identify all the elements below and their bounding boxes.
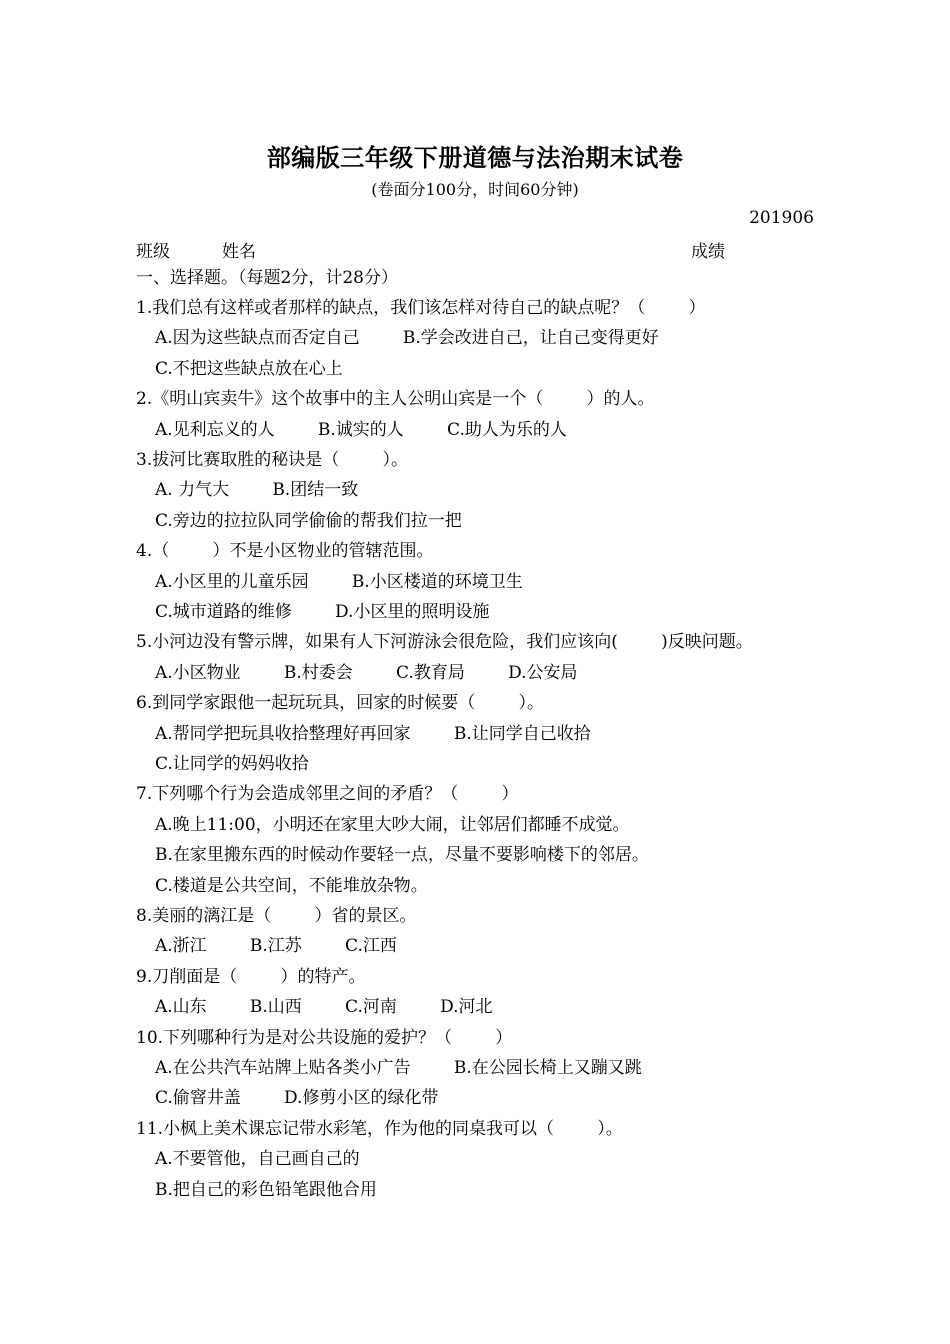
answer-option-line: C.城市道路的维修 D.小区里的照明设施 <box>155 602 490 622</box>
question-line: 3.拔河比赛取胜的秘诀是（ ）。 <box>136 450 408 470</box>
exam-title: 部编版三年级下册道德与法治期末试卷 <box>266 144 684 172</box>
question-line: 9.刀削面是（ ）的特产。 <box>136 966 366 987</box>
section-heading: 一、选择题。（每题2分，计28分） <box>136 268 398 288</box>
answer-option-line: A.浙江 B.江苏 C.江西 <box>155 936 397 957</box>
question-line: 8.美丽的漓江是（ ）省的景区。 <box>136 906 417 926</box>
question-line: 6.到同学家跟他一起玩玩具，回家的时候要（ ）。 <box>136 693 544 714</box>
answer-option-line: A.小区物业 B.村委会 C.教育局 D.公安局 <box>155 662 578 683</box>
answer-option-line: A.见利忘义的人 B.诚实的人 C.助人为乐的人 <box>155 419 567 440</box>
answer-option-line: B.把自己的彩色铅笔跟他合用 <box>155 1179 377 1200</box>
answer-option-line: C.偷窨井盖 D.修剪小区的绿化带 <box>155 1088 439 1109</box>
question-line: 1.我们总有这样或者那样的缺点，我们该怎样对待自己的缺点呢？（ ） <box>136 298 706 318</box>
answer-option-line: A.晚上11:00，小明还在家里大吵大闹，让邻居们都睡不成觉。 <box>155 814 630 835</box>
name-label: 姓名 <box>222 242 256 262</box>
question-line: 7.下列哪个行为会造成邻里之间的矛盾？（ ） <box>136 784 519 805</box>
answer-option-line: A. 力气大 B.团结一致 <box>155 480 359 501</box>
answer-option-line: C.楼道是公共空间，不能堆放杂物。 <box>155 875 428 896</box>
answer-option-line: C.旁边的拉拉队同学偷偷的帮我们拉一把 <box>155 510 462 531</box>
question-line: 10.下列哪种行为是对公共设施的爱护？（ ） <box>136 1027 513 1048</box>
question-line: 11.小枫上美术课忘记带水彩笔，作为他的同桌我可以（ ）。 <box>136 1118 623 1139</box>
question-line: 4.（ ）不是小区物业的管辖范围。 <box>136 541 434 562</box>
answer-option-line: A.不要管他，自己画自己的 <box>155 1149 360 1170</box>
answer-option-line: A.因为这些缺点而否定自己 B.学会改进自己，让自己变得更好 <box>155 328 659 349</box>
answer-option-line: C.不把这些缺点放在心上 <box>155 358 343 379</box>
class-label: 班级 <box>136 242 170 262</box>
score-label: 成绩 <box>691 242 725 262</box>
question-line: 5.小河边没有警示牌，如果有人下河游泳会很危险，我们应该向( )反映问题。 <box>136 632 753 653</box>
answer-option-line: B.在家里搬东西的时候动作要轻一点，尽量不要影响楼下的邻居。 <box>155 845 649 866</box>
exam-subtitle: (卷面分100分，时间60分钟) <box>371 180 579 199</box>
answer-option-line: A.山东 B.山西 C.河南 D.河北 <box>155 997 493 1018</box>
answer-option-line: A.在公共汽车站牌上贴各类小广告 B.在公园长椅上又蹦又跳 <box>155 1058 642 1078</box>
answer-option-line: A.帮同学把玩具收拾整理好再回家 B.让同学自己收拾 <box>155 723 591 744</box>
exam-date: 201906 <box>749 208 814 228</box>
answer-option-line: A.小区里的儿童乐园 B.小区楼道的环境卫生 <box>155 571 523 592</box>
answer-option-line: C.让同学的妈妈收拾 <box>155 754 309 774</box>
question-line: 2.《明山宾卖牛》这个故事中的主人公明山宾是一个（ ）的人。 <box>136 389 655 410</box>
